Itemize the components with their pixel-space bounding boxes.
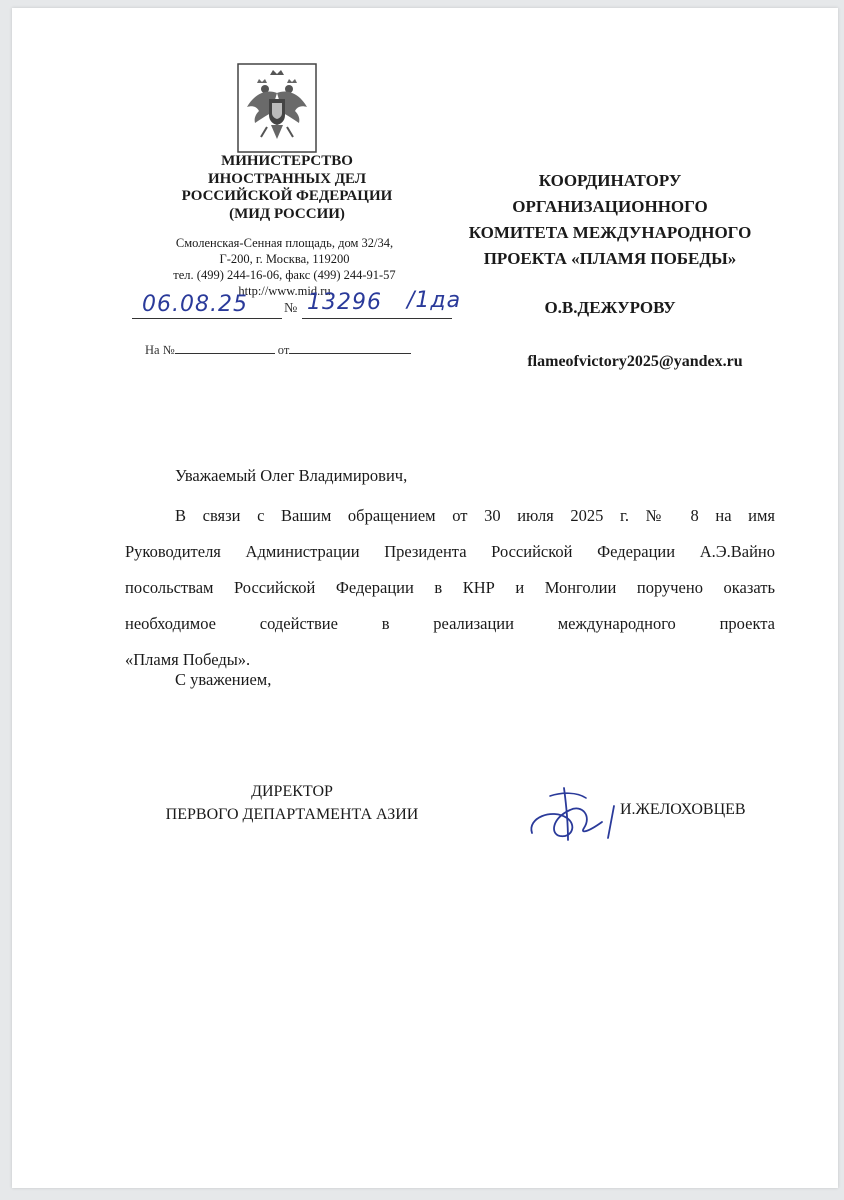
address-line: http://www.mid.ru: [238, 284, 331, 298]
signatory-title-line: ДИРЕКТОР: [251, 783, 333, 800]
address-line: тел. (499) 244-16-06, факс (499) 244-91-57: [173, 268, 396, 282]
address-line: Г-200, г. Москва, 119200: [219, 252, 350, 266]
body-paragraph: [125, 498, 775, 678]
salutation: Уважаемый Олег Владимирович,: [175, 466, 408, 485]
paragraph-line: В связи с Вашим обращением от 30 июля 2025 г. № 8 на имя: [175, 506, 775, 525]
paragraph-line: посольствам Российской Федерации в КНР и Монголии поручено оказать: [125, 578, 775, 597]
reference-ot-label: от: [277, 343, 290, 357]
reference-date-blank: [289, 342, 411, 354]
number-sign: №: [284, 301, 298, 316]
addressee-name: О.В.ДЕЖУРОВУ: [544, 298, 676, 317]
number-underline: [302, 318, 452, 319]
signatory-title: [132, 780, 452, 826]
signatory-name: И.ЖЕЛОХОВЦЕВ: [620, 801, 746, 818]
coat-of-arms-icon: [237, 63, 317, 153]
ministry-line: РОССИЙСКОЙ ФЕДЕРАЦИИ: [181, 188, 393, 204]
ministry-line: МИНИСТЕРСТВО: [221, 153, 353, 169]
addressee-email: flameofvictory2025@yandex.ru: [527, 353, 743, 370]
addressee-line: КОМИТЕТА МЕЖДУНАРОДНОГО: [468, 223, 752, 242]
reference-na-label: На №: [145, 343, 175, 357]
addressee-line: ОРГАНИЗАЦИОННОГО: [512, 197, 708, 216]
reference-number-blank: [175, 342, 275, 354]
closing: С уважением,: [175, 670, 272, 689]
addressee-line: КООРДИНАТОРУ: [538, 171, 682, 190]
ministry-line: (МИД РОССИИ): [229, 205, 345, 222]
paragraph-line: «Пламя Победы».: [125, 650, 251, 669]
letter-page: [12, 8, 838, 1188]
paragraph-line: необходимое содействие в реализации международного проекта: [125, 614, 775, 633]
registration-suffix: /1да: [407, 288, 462, 313]
ministry-name: [152, 153, 422, 223]
registration-date: 06.08.25: [142, 292, 248, 317]
signatory-title-line: ПЕРВОГО ДЕПАРТАМЕНТА АЗИИ: [165, 806, 419, 823]
address-line: Смоленская-Сенная площадь, дом 32/34,: [175, 236, 394, 250]
ministry-line: ИНОСТРАННЫХ ДЕЛ: [207, 170, 367, 187]
addressee-block: [440, 168, 780, 272]
handwritten-signature: [522, 778, 622, 848]
registration-number: 13296: [307, 290, 382, 315]
date-underline: [132, 318, 282, 319]
paragraph-line: Руководителя Администрации Президента Российской Федерации А.Э.Вайно: [125, 542, 775, 561]
addressee-line: ПРОЕКТА «ПЛАМЯ ПОБЕДЫ»: [483, 249, 737, 268]
reference-line: [145, 342, 411, 358]
